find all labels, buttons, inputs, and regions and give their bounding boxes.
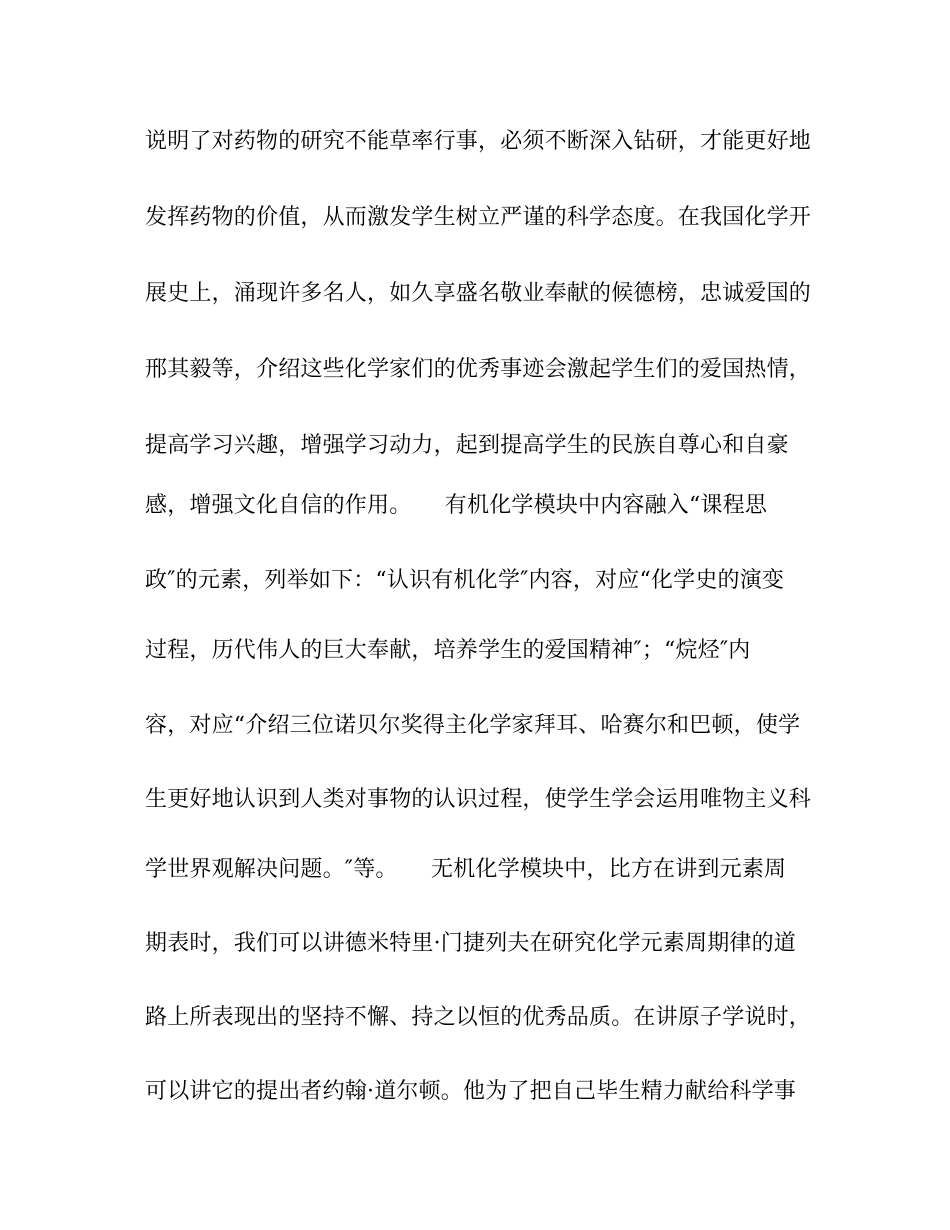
text-line: 感，增强文化自信的作用。 有机化学模块中内容融入“课程思 — [145, 493, 768, 518]
text-line: 可以讲它的提出者约翰·道尔顿。他为了把自己毕生精力献给科学事 — [145, 1079, 796, 1104]
text-line: 邢其毅等，介绍这些化学家们的优秀事迹会激起学生们的爱国热情， — [145, 357, 812, 382]
text-line: 容，对应“介绍三位诺贝尔奖得主化学家拜耳、哈赛尔和巴顿，使学 — [145, 713, 801, 738]
text-line: 展史上，涌现许多名人，如久享盛名敬业奉献的候德榜，忠诚爱国的 — [145, 281, 812, 306]
text-line: 生更好地认识到人类对事物的认识过程，使学生学会运用唯物主义科 — [145, 787, 812, 812]
text-line: 政″的元素，列举如下：“认识有机化学″内容，对应“化学史的演变 — [145, 568, 785, 593]
text-line: 学世界观解决问题。″等。 无机化学模块中，比方在讲到元素周 — [145, 857, 787, 882]
text-line: 说明了对药物的研究不能草率行事，必须不断深入钻研，才能更好地 — [145, 129, 812, 154]
text-line: 过程，历代伟人的巨大奉献，培养学生的爱国精神″；“烷烃″内 — [145, 638, 751, 663]
text-line: 提高学习兴趣，增强学习动力，起到提高学生的民族自尊心和自豪 — [145, 433, 789, 458]
text-line: 路上所表现出的坚持不懈、持之以恒的优秀品质。在讲原子学说时， — [145, 1005, 812, 1030]
text-line: 发挥药物的价值，从而激发学生树立严谨的科学态度。在我国化学开 — [145, 205, 812, 230]
text-line: 期表时，我们可以讲德米特里·门捷列夫在研究化学元素周期律的道 — [145, 931, 796, 956]
